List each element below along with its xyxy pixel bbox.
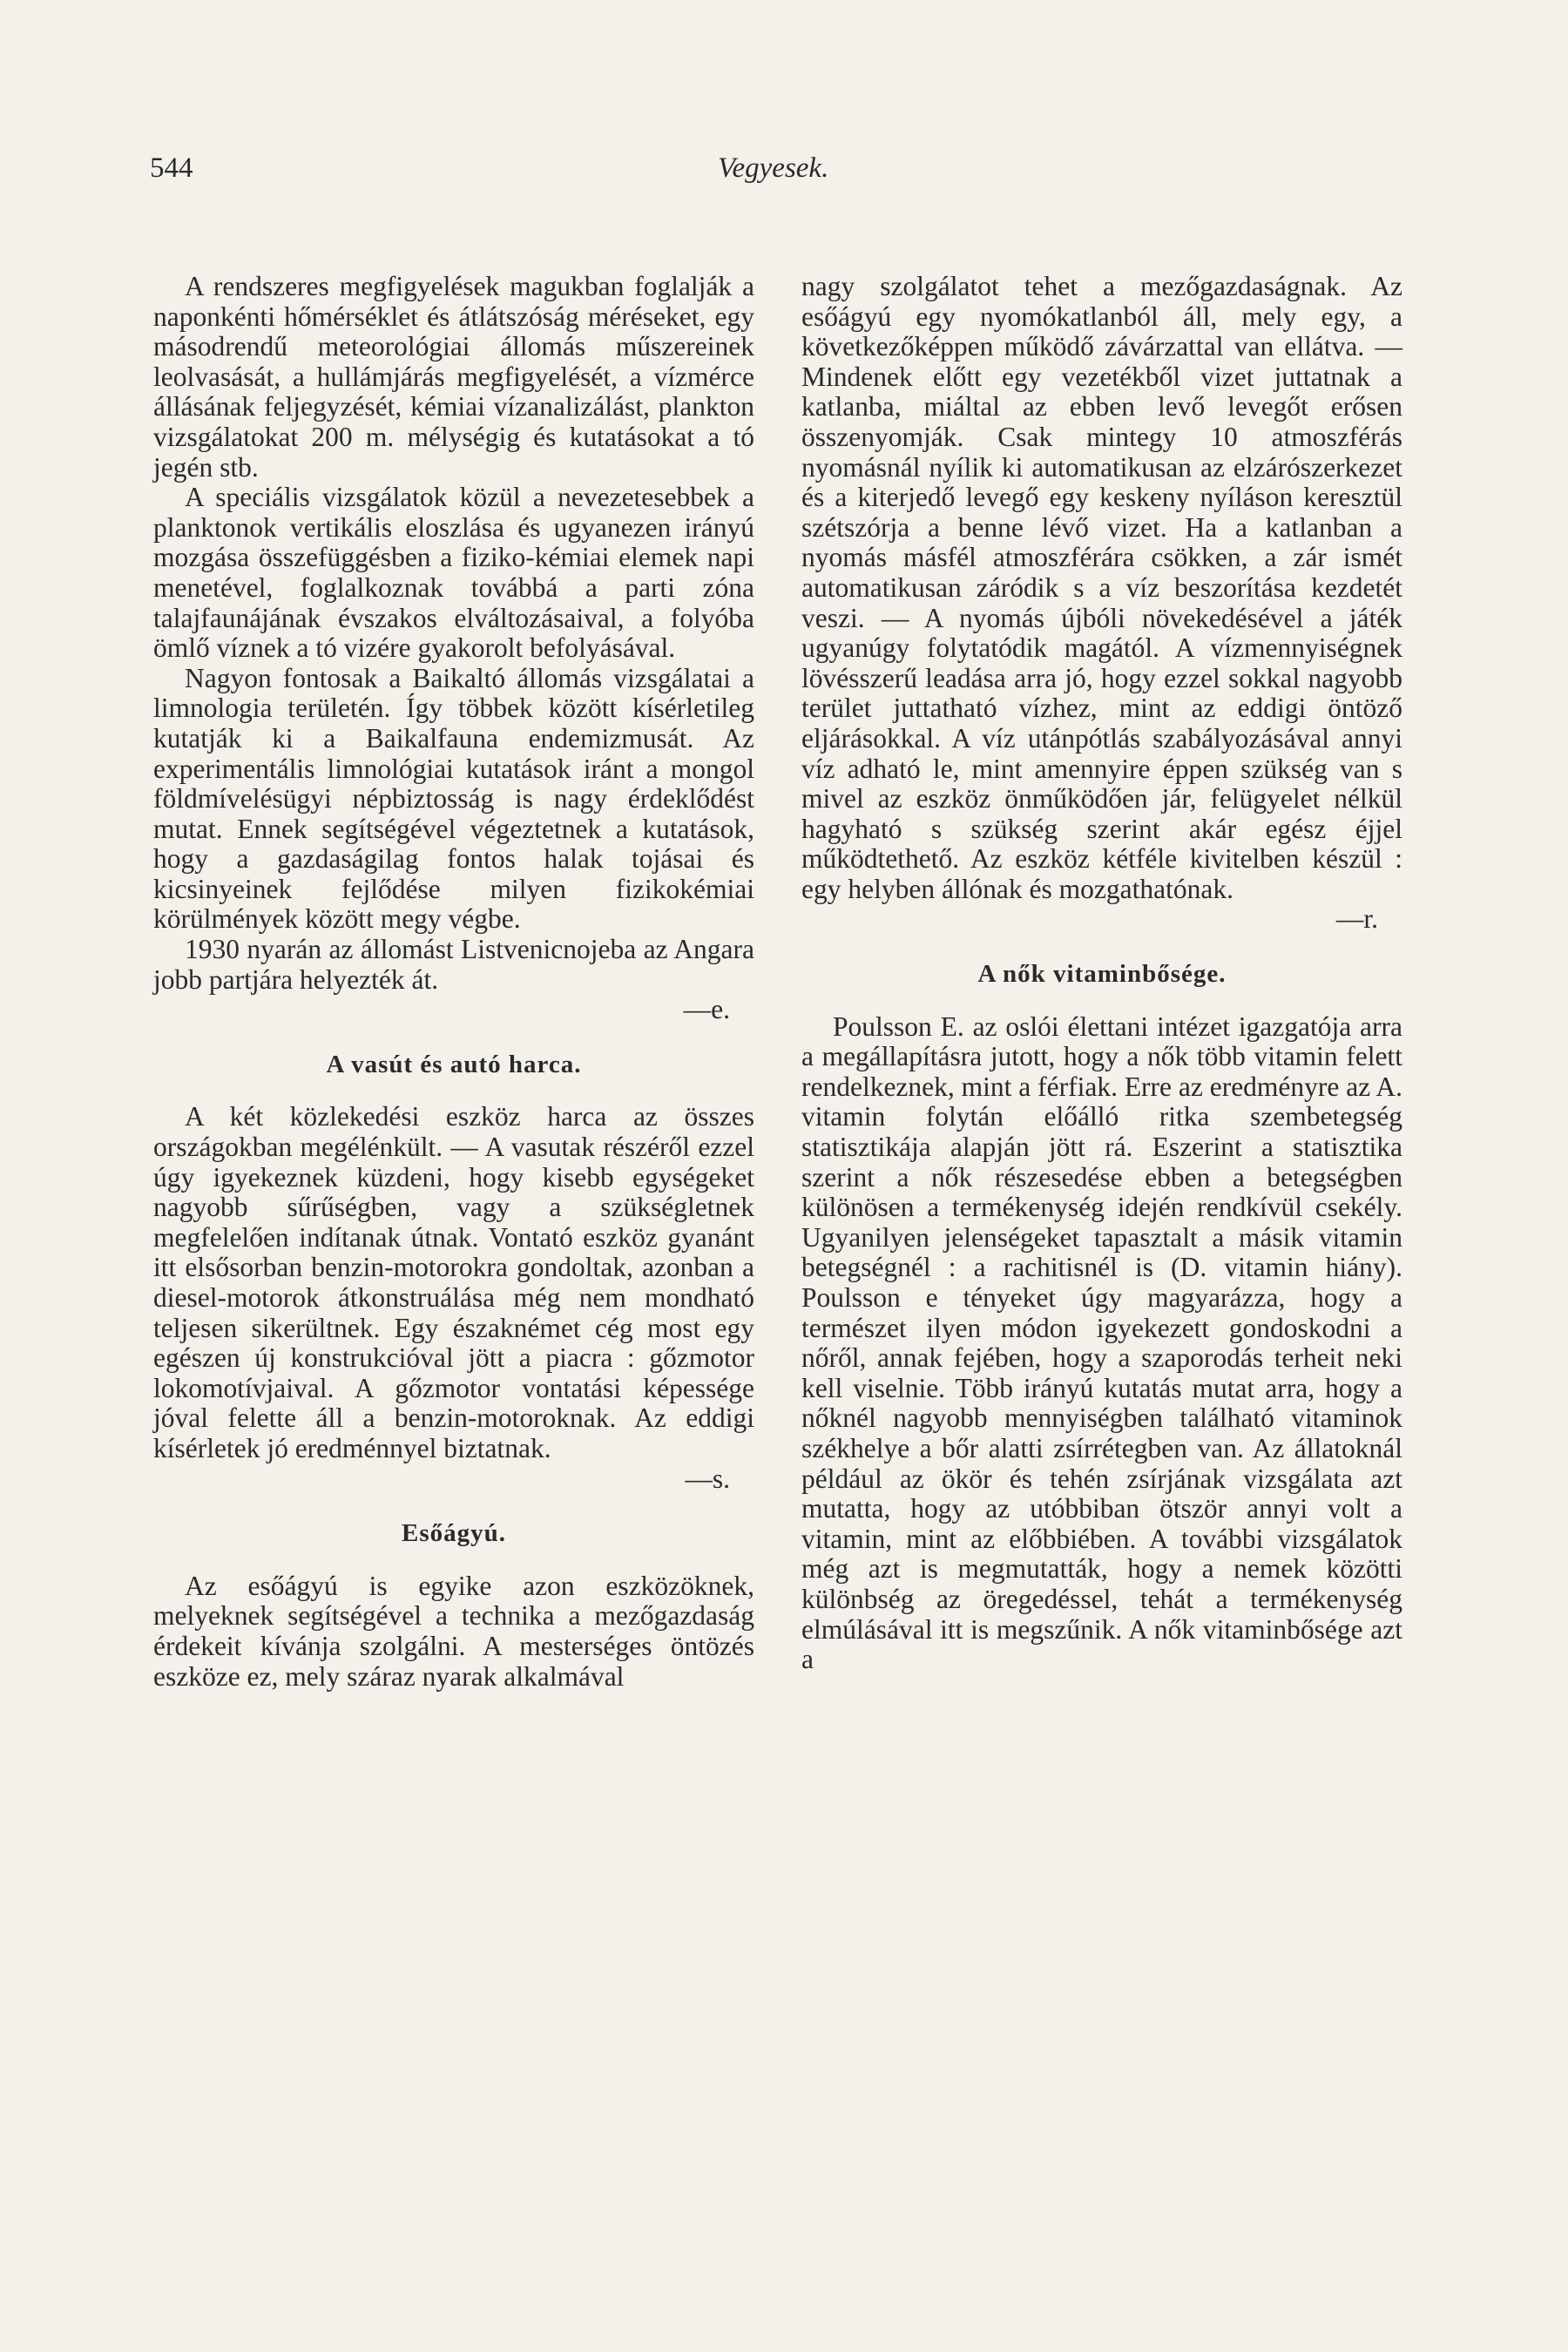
paragraph: A két közlekedési eszköz harca az összes országokban megélénkült. — A vasutak részéről ezzel úgy igyekeznek küzdeni, hogy kisebb egységeket nagyobb sűrűségben, vagy a szükségletnek megfelelően indítanak útnak. Vontató eszköz gyanánt itt elsősorban benzin-motorokra gondoltak, azonban a diesel-motorok átkonstruálása még nem mondható teljesen sikerültnek. Egy északnémet cég most egy egészen új konstrukcióval jött a piacra : gőzmotor lokomotívjaival. A gőzmotor vontatási képessége jóval felette áll a benzin-motoroknak. Az eddigi kísérletek jó eredménnyel biztatnak. [153, 1101, 754, 1463]
author-signature: —e. [683, 994, 730, 1025]
author-signature: —r. [1335, 903, 1378, 935]
author-signature: —s. [685, 1463, 730, 1494]
paragraph: 1930 nyarán az állomást Listvenicnojeba az Angara jobb partjára helyezték át. [153, 934, 754, 995]
paragraph: Nagyon fontosak a Baikaltó állomás vizsgálatai a limnologia területén. Így többek között kísérletileg kutatják ki a Baikalfauna endemizmusát. Az experimentális limnológiai kutatások iránt a mongol földmívelésügyi népbiztosság is nagy érdeklődést mutat. Ennek segítségével végeztetnek a kutatások, hogy a gazdaságilag fontos halak tojásai és kicsinyeinek fejlődése milyen fizikokémiai körülmények között megy végbe. [153, 662, 754, 935]
section-heading: Esőágyú. [401, 1519, 506, 1548]
section-heading: A nők vitaminbősége. [977, 960, 1227, 989]
paragraph: A rendszeres megfigyelések magukban foglalják a naponkénti hőmérséklet és átlátszóság méréseket, egy másodrendű meteorológiai állomás műszereinek leolvasását, a hullámjárás megfigyelését, a vízmérce állásának feljegyzését, kémiai vízanalizálást, plankton vizsgálatokat 200 m. mélységig és kutatásokat a tó jegén stb. [153, 271, 754, 483]
paragraph: nagy szolgálatot tehet a mezőgazdaságnak. Az esőágyú egy nyomókatlanból áll, mely egy, a következőképpen működő závárzattal van ellátva. — Mindenek előtt egy vezetékből vizet juttatnak a katlanba, miáltal az ebben levő levegőt erősen összenyomják. Csak mintegy 10 atmoszférás nyomásnál nyílik ki automatikusan az elzárószerkezet és a kiterjedő levegő egy keskeny nyíláson keresztül szétszórja a benne lévő vizet. Ha a katlanban a nyomás másfél atmoszférára csökken, a zár ismét automatikusan záródik s a víz beszorítása kezdetét veszi. — A nyomás újbóli növekedésével a játék ugyanúgy folytatódik magától. A vízmennyiségnek lövésszerű leadása arra jó, hogy ezzel sokkal nagyobb terület juttatható vízhez, mint az eddigi öntöző eljárásokkal. A víz utánpótlás szabályozásával annyi víz adható le, mint amennyire éppen szükség van s mivel az eszköz önműködően jár, felügyelet nélkül hagyható s szükség szerint akár egész éjjel működtethető. Az eszköz kétféle kivitelben készül : egy helyben állónak és mozgathatónak. [801, 271, 1402, 904]
running-head: Vegyesek. [718, 152, 829, 184]
paragraph: Az esőágyú is egyike azon eszközöknek, melyeknek segítségével a technika a mezőgazdaság érdekeit kívánja szolgálni. A mesterséges öntözés eszköze ez, mely száraz nyarak alkalmával [153, 1570, 754, 1692]
paragraph: A speciális vizsgálatok közül a nevezetesebbek a planktonok vertikális eloszlása és ugyanezen irányú mozgása összefüggésben a fiziko-kémiai elemek napi menetével, foglalkoznak továbbá a parti zóna talajfaunájának évszakos elváltozásaival, a folyóba ömlő víznek a tó vizére gyakorolt befolyásával. [153, 482, 754, 664]
section-heading: A vasút és autó harca. [326, 1050, 582, 1078]
left-column [153, 272, 754, 1692]
right-column [801, 272, 1402, 1675]
page-number: 544 [150, 152, 193, 184]
paragraph: Poulsson E. az oslói élettani intézet igazgatója arra a megállapításra jutott, hogy a nők több vitamin felett rendelkeznek, mint a férfiak. Erre az eredményre az A. vitamin folytán előálló ritka szembetegség statisztikája alapján jött rá. Eszerint a statisztika szerint a nők részesedése ebben a betegségben különösen a termékenység idején rendkívül csekély. Ugyanilyen jelenségeket tapasztalt a másik vitamin betegségnél : a rachitisnél is (D. vitamin hiány). Poulsson e tényeket úgy magyarázza, hogy a természet ilyen módon igyekezett gondoskodni a nőről, annak fejében, hogy a szaporodás terheit neki kell viselnie. Több irányú kutatás mutat arra, hogy a nőknél nagyobb mennyiségben található vitaminok székhelye a bőr alatti zsírrétegben van. Az állatoknál például az ökör és tehén zsírjának vizsgálata azt mutatta, hogy az utóbbiban ötször annyi volt a vitamin, mint az előbbiében. A további vizsgálatok még azt is megmutatták, hogy a nemek közötti különbség az öregedéssel, tehát a termékenység elmúlásával itt is megszűnik. A nők vitaminbősége azt a [801, 1010, 1402, 1675]
page-header [150, 152, 864, 196]
